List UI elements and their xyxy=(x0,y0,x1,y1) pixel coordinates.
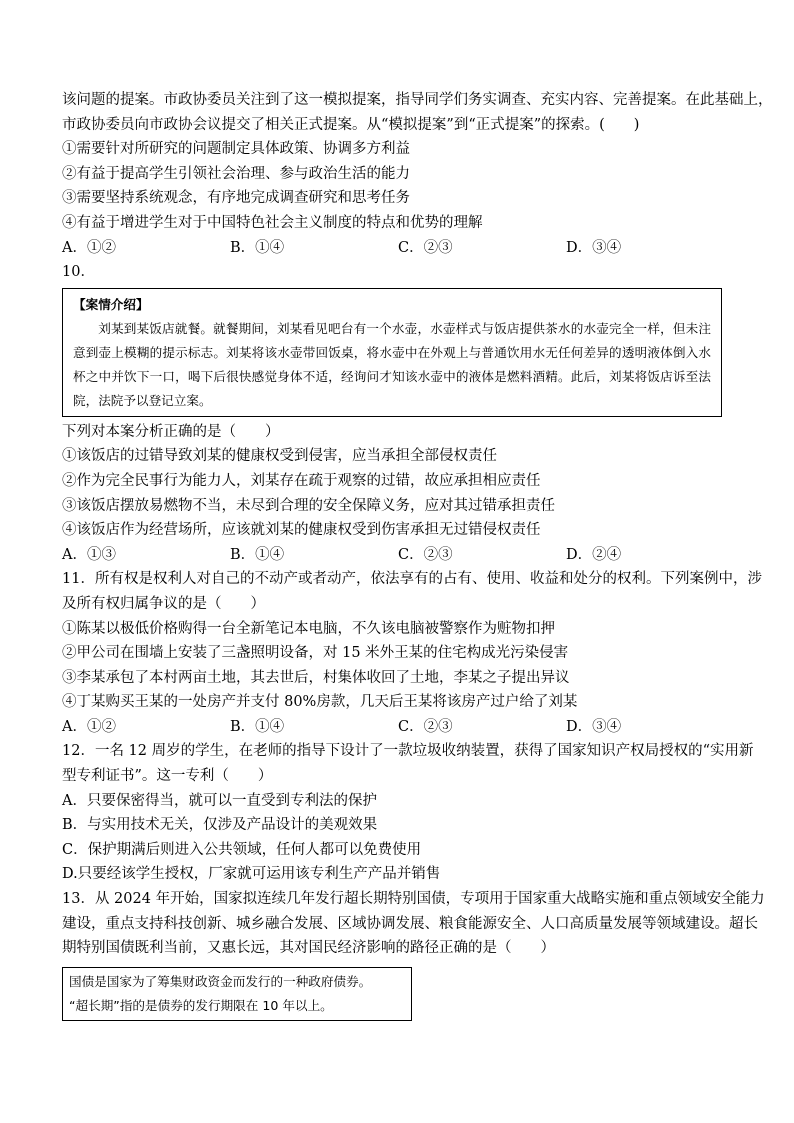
statement-item: ①该饭店的过错导致刘某的健康权受到侵害，应当承担全部侵权责任 xyxy=(62,448,497,465)
statement-item: ②有益于提高学生引领社会治理、参与政治生活的能力 xyxy=(62,165,410,182)
bond-note-box xyxy=(62,967,412,1021)
question-stem-line: 11．所有权是权利人对自己的不动产或者动产，依法享有的占有、使用、收益和处分的权利。下列案例中，涉 xyxy=(62,571,762,588)
case-text: 刘某到某饭店就餐。就餐期间，刘某看见吧台有一个水壶，水壶样式与饭店提供茶水的水壶完全一样，但未注意到壶上模糊的提示标志。刘某将该水壶带回饭桌，将水壶中在外观上与普通饮用水无任何差异的透明液体倒入水杯之中并饮下一口，喝下后很快感觉身体不适，经询问才知该水壶中的液体是燃料酒精。此后，刘某将饭店诉至法院，法院予以登记立案。 xyxy=(73,320,711,408)
option-d: D．③④ xyxy=(566,718,622,735)
question-10 xyxy=(62,260,742,567)
option-b: B．①④ xyxy=(230,718,285,735)
option-a: A．①③ xyxy=(62,546,116,563)
choice-b: B．与实用技术无关，仅涉及产品设计的美观效果 xyxy=(62,817,378,834)
question-11 xyxy=(62,567,762,739)
question-stem-line: 期特别国债既利当前，又惠长远，其对国民经济影响的路径正确的是（ ） xyxy=(62,940,555,957)
statement-item: ④有益于增进学生对于中国特色社会主义制度的特点和优势的理解 xyxy=(62,214,483,231)
question-stem-line: 及所有权归属争议的是（ ） xyxy=(62,595,265,612)
note-line: “超长期”指的是债券的发行期限在 10 年以上。 xyxy=(69,997,333,1013)
answer-options xyxy=(62,543,742,568)
question-9 xyxy=(62,88,773,260)
question-stem-line: 市政协委员向市政协会议提交了相关正式提案。从“模拟提案”到“正式提案”的探索。( ) xyxy=(62,116,640,133)
statement-item: ④丁某购买王某的一处房产并支付 80%房款，几天后王某将该房产过户给了刘某 xyxy=(62,694,578,711)
option-b: B．①④ xyxy=(230,546,285,563)
option-d: D．②④ xyxy=(566,546,622,563)
statement-item: ④该饭店作为经营场所，应该就刘某的健康权受到伤害承担无过错侵权责任 xyxy=(62,522,541,539)
question-stem-line: 建设，重点支持科技创新、城乡融合发展、区域协调发展、粮食能源安全、人口高质量发展等领域建设。超长 xyxy=(62,915,758,932)
option-b: B．①④ xyxy=(230,239,285,256)
statement-item: ②甲公司在围墙上安装了三盏照明设备，对 15 米外王某的住宅构成光污染侵害 xyxy=(62,645,569,662)
statement-item: ③需要坚持系统观念，有序地完成调查研究和思考任务 xyxy=(62,190,410,207)
question-12 xyxy=(62,739,754,887)
case-introduction-box xyxy=(62,288,722,417)
statement-item: ③该饭店摆放易燃物不当，未尽到合理的安全保障义务，应对其过错承担责任 xyxy=(62,497,555,514)
question-stem-line: 型专利证书”。这一专利（ ） xyxy=(62,768,273,785)
answer-options xyxy=(62,236,742,261)
option-a: A．①② xyxy=(62,718,116,735)
option-c: C．②③ xyxy=(398,546,453,563)
choice-a: A．只要保密得当，就可以一直受到专利法的保护 xyxy=(62,792,377,809)
exam-page xyxy=(62,88,773,1021)
case-title: 【案情介绍】 xyxy=(73,296,149,312)
option-c: C．②③ xyxy=(398,718,453,735)
question-13 xyxy=(62,887,765,1021)
question-stem-line: 13．从 2024 年开始，国家拟连续几年发行超长期特别国债，专项用于国家重大战略实施和重点领域安全能力 xyxy=(62,891,765,908)
answer-options xyxy=(62,715,742,740)
statement-item: ①需要针对所研究的问题制定具体政策、协调多方利益 xyxy=(62,141,410,158)
option-a: A．①② xyxy=(62,239,116,256)
choice-c: C．保护期满后则进入公共领域，任何人都可以免费使用 xyxy=(62,841,422,858)
option-c: C．②③ xyxy=(398,239,453,256)
choice-d: D.只要经该学生授权，厂家就可运用该专利生产产品并销售 xyxy=(62,866,441,883)
statement-item: ③李某承包了本村两亩土地，其去世后，村集体收回了土地，李某之子提出异议 xyxy=(62,669,570,686)
note-line: 国债是国家为了筹集财政资金而发行的一种政府债券。 xyxy=(69,973,372,989)
question-stem-line: 下列对本案分析正确的是（ ） xyxy=(62,423,280,440)
statement-item: ①陈某以极低价格购得一台全新笔记本电脑，不久该电脑被警察作为赃物扣押 xyxy=(62,620,555,637)
question-number: 10． xyxy=(62,264,95,281)
option-d: D．③④ xyxy=(566,239,622,256)
question-stem-line: 该问题的提案。市政协委员关注到了这一模拟提案，指导同学们务实调查、充实内容、完善提案。在此基础上， xyxy=(62,92,773,108)
question-stem-line: 12．一名 12 周岁的学生，在老师的指导下设计了一款垃圾收纳装置，获得了国家知识产权局授权的“实用新 xyxy=(62,743,754,760)
statement-item: ②作为完全民事行为能力人，刘某存在疏于观察的过错，故应承担相应责任 xyxy=(62,472,541,489)
